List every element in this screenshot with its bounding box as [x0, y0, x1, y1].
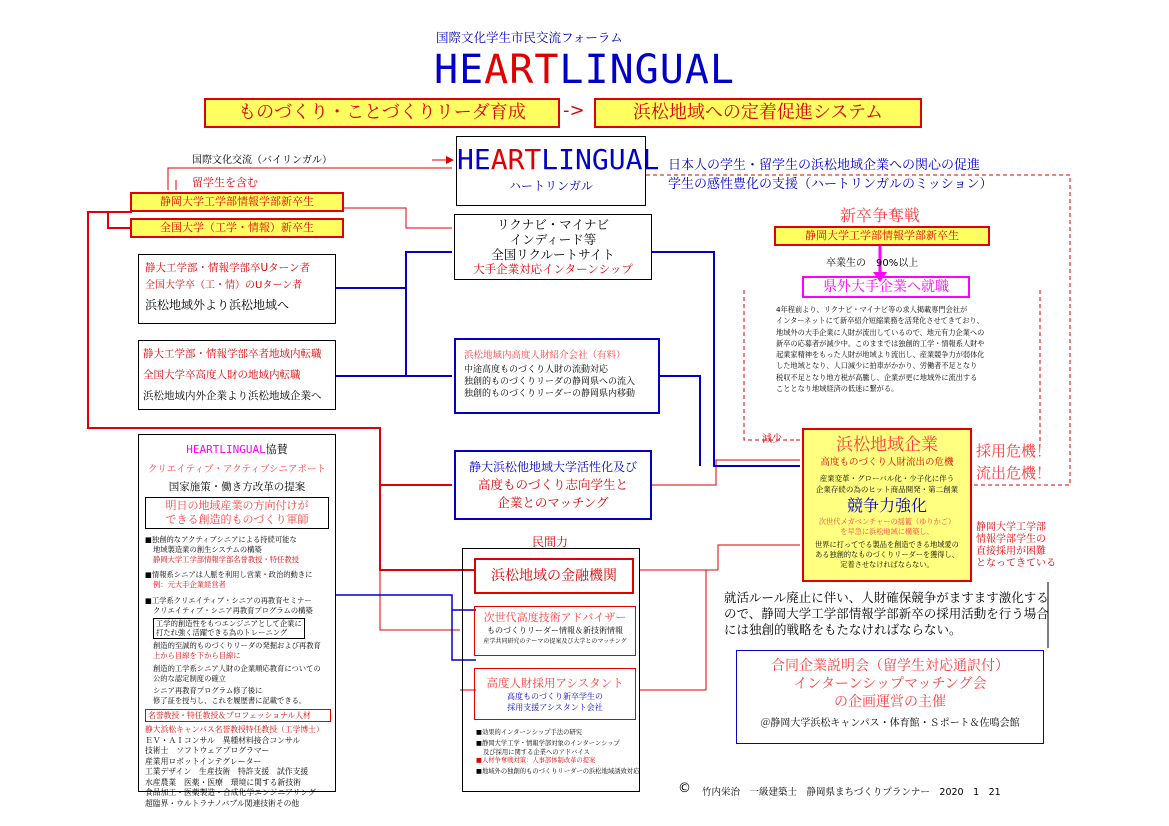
foreign-label: 留学生を含む: [192, 176, 258, 189]
crisis-line-2: 流出危機！: [976, 464, 1052, 482]
joint-line-1: 合同企業説明会（留学生対応通訳付）: [771, 658, 1009, 674]
crisis-text: [976, 440, 1051, 484]
direct-line-4: となってきている: [976, 558, 1056, 569]
uturn-box: [138, 254, 336, 324]
bullet-3-e-2: 公的な認定制度の確立: [153, 673, 226, 683]
crisis-line-1: 採用危機！: [976, 442, 1052, 460]
bullet-1-red: 静岡大学工学部情報学部名誉教授・特任教授: [153, 554, 299, 564]
bullet-3-c: 創造的至誠的ものづくりリーダの発掘および再教育: [153, 641, 321, 651]
slogan-box: [145, 497, 329, 529]
bullet-3-f-2: 修了証を授与し、これを履歴書に記載できる。: [153, 696, 307, 706]
expert-6: 食品加工・医薬製造・合成化学エンジニアリング: [145, 788, 316, 798]
company-line-2: 企業存続の為のヒット商品開発・第二創業: [815, 485, 959, 494]
matching-line-2: 高度ものづくり志向学生と: [477, 477, 628, 492]
rule-line-1: 就活ルール廃止に伴い、人財確保競争がますます激化する: [724, 590, 1049, 605]
joint-line-3: の企画運営の主催: [834, 694, 946, 710]
assistant-box: [474, 668, 636, 720]
bullet-2-red: 例：元大手企業経営者: [153, 580, 226, 590]
bullet-1-line-2: 地域製造業の創生システムの構築: [153, 544, 262, 554]
hr-company-box: [454, 338, 660, 414]
company-right-2: を早急に浜松地域に構築し、: [840, 527, 934, 536]
hr-company-line-1: 中途高度ものづくり人財の流動対応: [464, 365, 609, 375]
transfer-line-1: 静大工学部・情報学部卒者地域内転職: [143, 348, 322, 360]
company-line-1: 産業変革・グローバル化・少子化に伴う: [819, 474, 955, 483]
note-line-6: した地域となり、人口減少に拍車がかかり、労働者不足となり: [776, 361, 978, 371]
shizuoka-grad-box: 静岡大学工学部情報学部新卒生: [130, 192, 344, 212]
hr-company-title: 浜松地域内高度人財紹介会社（有料）: [464, 350, 626, 361]
joint-session-box: [736, 650, 1044, 744]
assist-bullet-3: ■人材争奪戦対策：人事部体制改革の提案: [476, 757, 596, 765]
note-line-4: 新卒の応募者が減少中。このままでは独創的工学・情報系人財や: [776, 338, 985, 348]
expert-1: ＥＶ・ＡＩコンサル 異種材料接合コンサル: [145, 735, 301, 745]
slogan-line-2: できる創造的ものづくり軍師: [165, 513, 309, 526]
footer-credit: 竹内栄治 一級建築士 静岡県まちづくりプランナー 2020 1 21: [702, 787, 1001, 798]
note-line-1: 4年程前より、リクナビ・マイナビ等の求人掲載専門会社が: [776, 305, 968, 314]
hr-company-line-2: 独創的ものづくりリーダの静岡県への流入: [464, 377, 636, 387]
rule-line-2: ので、静岡大学工学部情報学部新卒の採用活動を行う場合: [724, 606, 1049, 621]
support-logo: HEARTLINGUAL: [186, 443, 266, 456]
company-sub: 高度ものづくり人財流出の危機: [820, 457, 954, 468]
support-kyosan: 協賛: [265, 443, 288, 456]
assistant-line-2: 採用支援アシスタント会社: [507, 703, 603, 712]
outside-large-company-box: 県外大手企業へ就職: [802, 276, 970, 298]
slogan-line-1: 明日の地域産業の方向付けが: [165, 499, 309, 512]
heartlingual-support-panel: [138, 434, 336, 808]
advisor-title: 次世代高度技術アドバイザー: [483, 611, 627, 624]
banner-right: 浜松地域への定着促進システム: [594, 98, 922, 128]
rule-line-3: には独創的戦略をもたなければならない。: [724, 622, 962, 637]
advisor-line-2: 産学共同研究のテーマの提案及び大学とのマッチング: [483, 638, 627, 645]
joint-venue: ＠静岡大学浜松キャンパス・体育館・Ｓポート＆佐鳴会館: [760, 718, 1020, 729]
assist-bullet-2b: 及び採用に関する企業へのアドバイス: [483, 749, 590, 757]
company-title: 浜松地域企業: [836, 435, 938, 455]
assist-bullet-4: ■地域外の独創的ものづくりリーダーの浜松地域誘致対応: [476, 767, 640, 775]
expert-2: 技術士 ソフトウェアプログラマー: [145, 746, 270, 756]
bullet-1-line-1: ■独創的なアクティブシニアによる持続可能な: [145, 535, 297, 544]
recruit-box: [454, 214, 652, 280]
grad-competition-title: 新卒争奪戦: [840, 206, 921, 225]
recruit-line-2: インディード等: [509, 232, 597, 247]
national-grad-box: 全国大学（工学・情報）新卒生: [130, 218, 344, 238]
note-line-8: こととなり地域経済の低迷に繋がる。: [776, 384, 899, 394]
support-header: [139, 441, 335, 457]
advisor-line-1: ものづくりリーダー情報＆新技術情報: [487, 626, 623, 635]
expert-3: 産業用ロボットインテグレーター: [145, 756, 262, 766]
center-logo-part-1: HE: [457, 143, 491, 176]
uturn-line-2: 全国大学卒（工・情）のUターン者: [145, 280, 303, 291]
note-line-7: 税収不足となり地方税が高騰し、企業が更に地域外に流出する: [776, 372, 978, 382]
matching-line-1: 静大浜松他地域大学活性化及び: [468, 460, 637, 474]
uturn-line-3: 浜松地域外より浜松地域へ: [145, 298, 290, 312]
bullet-3-line-2: クリエイティブ・シニア再教育プログラムの構築: [153, 605, 313, 615]
note-line-5: 起業家精神をもった人財が地域より流出し、産業競争力が弱体化: [776, 350, 985, 360]
banner-left: ものづくり・ことづくりリーダ育成: [204, 98, 560, 128]
creative-senior: クリエイティブ・アクティブシニアポート: [147, 464, 327, 475]
company-bottom-3: 定着させなければならない。: [840, 560, 934, 569]
bullet-3-box-1: 工学的創造性をもつエンジニアとして企業に: [156, 618, 302, 628]
bullet-3-box-2: 打たれ強く活躍できる為のトレーニング: [156, 628, 288, 638]
transfer-line-2: 全国大学卒高度人財の地域内転職: [143, 369, 301, 381]
explanation-note: [776, 304, 984, 394]
job-rule-note: [724, 590, 1049, 638]
support-bullets: [139, 529, 335, 706]
bilingual-label: 国際文化交流（バイリンガル）: [192, 155, 332, 166]
transfer-box: [138, 340, 336, 410]
center-logo-part-3: LINGUAL: [541, 143, 660, 176]
bullet-3-line-1: ■工学系クリエイティブ・シニアの再教育セミナー: [145, 595, 312, 605]
assist-bullet-1: ■効果的インターンシップ手法の研究: [476, 729, 583, 736]
mission-line-2: 学生の感性豊化の支援（ハートリンガルのミッション）: [668, 177, 993, 192]
private-power-title: 民間力: [532, 535, 569, 549]
recruit-sub: 大手企業対応インターンシップ: [473, 262, 633, 276]
competitiveness-title: 競争力強化: [846, 496, 927, 515]
graduate-percent: 卒業生の 90%以上: [826, 258, 919, 269]
direct-line-2: 情報学部学生の: [976, 534, 1046, 545]
banner-arrow: ->: [563, 100, 585, 121]
direct-line-1: 静岡大学工学部: [976, 522, 1046, 533]
recruit-line-1: リクナビ・マイナビ: [496, 217, 609, 232]
direct-line-3: 直接採用が困難: [976, 546, 1046, 557]
bullet-3-box: [153, 618, 305, 640]
decrease-label: 減少: [762, 434, 782, 445]
bullet-3-e-1: 創造的工学系シニア人財の企業順応教育についての: [153, 663, 321, 673]
copyright-mark: ©: [678, 781, 691, 796]
expert-list: [139, 735, 335, 810]
mission: [668, 156, 992, 194]
matching-box: [454, 450, 652, 520]
assistant-bullets: [476, 728, 639, 777]
company-bottom-1: 世界に打ってでる製品を創造できる地域愛の: [815, 540, 959, 549]
prof-box: 名誉教授・特任教授＆プロフェッショナル人材: [145, 709, 331, 722]
company-right-1: 次世代メガベンチャーの揺籃（ゆりかご）: [818, 517, 956, 526]
assistant-line-1: 高度ものづくり新卒学生の: [507, 692, 603, 701]
bank-box: 浜松地域の金融機関: [474, 558, 634, 594]
mission-line-1: 日本人の学生・留学生の浜松地域企業への関心の促進: [668, 158, 981, 173]
assistant-title: 高度人財採用アシスタント: [486, 676, 624, 690]
center-logo-box: [456, 136, 660, 206]
bullet-3-d: 上から目線を下から目線に: [153, 650, 241, 660]
right-grad-box: 静岡大学工学部情報学部新卒生: [774, 226, 990, 246]
expert-7: 超臨界・ウルトラナノバブル関連技術その他: [145, 798, 300, 808]
expert-4: 工業デザイン 生産技術 特許支援 試作支援: [145, 767, 309, 777]
company-box: [802, 428, 972, 582]
hr-company-line-3: 独創的ものづくりリーダーの静岡県内移動: [464, 389, 636, 399]
direct-hire-note: [976, 522, 1056, 570]
logo-part-1: HE: [434, 47, 485, 93]
recruit-line-3: 全国リクルートサイト: [491, 247, 615, 262]
note-line-2: インターネットにて新卒紹介短縮業務を活発化させてきており、: [776, 316, 984, 326]
main-logo: [434, 48, 735, 92]
center-logo-part-2: ART: [490, 143, 542, 176]
uturn-line-1: 静大工学部・情報学部卒Uターン者: [145, 262, 310, 274]
note-line-3: 地域外の大手企業に人財が流出しているので、地元有力企業への: [776, 327, 985, 337]
campus-line: 静大浜松キャンパス名誉教授特任教授（工学博士）: [145, 724, 324, 734]
bullet-2: ■情報系シニアは人脈を利用し営業・政治的動きに: [145, 570, 313, 580]
company-bottom-2: ある独創的なものづくりリーダーを獲得し、: [815, 550, 959, 559]
logo-part-3: LINGUAL: [559, 47, 735, 93]
center-logo-kana: ハートリンガル: [508, 179, 593, 193]
transfer-line-3: 浜松地域内外企業より浜松地域企業へ: [143, 390, 322, 402]
expert-5: 水産農業 医薬・医療 環境に関する新技術: [145, 777, 301, 787]
bullet-3-f-1: シニア再教育プログラム修了後に: [153, 686, 263, 696]
logo-part-2: ART: [484, 47, 560, 93]
matching-line-3: 企業とのマッチング: [497, 495, 609, 510]
assist-bullet-2: ■静岡大学工学・情報学部対象のインターンシップ: [476, 739, 620, 747]
reform-proposal: 国家施策・働き方改革の提案: [168, 481, 306, 493]
advisor-box: [474, 606, 636, 656]
forum-title: 国際文化学生市民交流フォーラム: [436, 30, 623, 45]
joint-line-2: インターンシップマッチング会: [793, 676, 987, 692]
center-logo: [457, 143, 660, 177]
